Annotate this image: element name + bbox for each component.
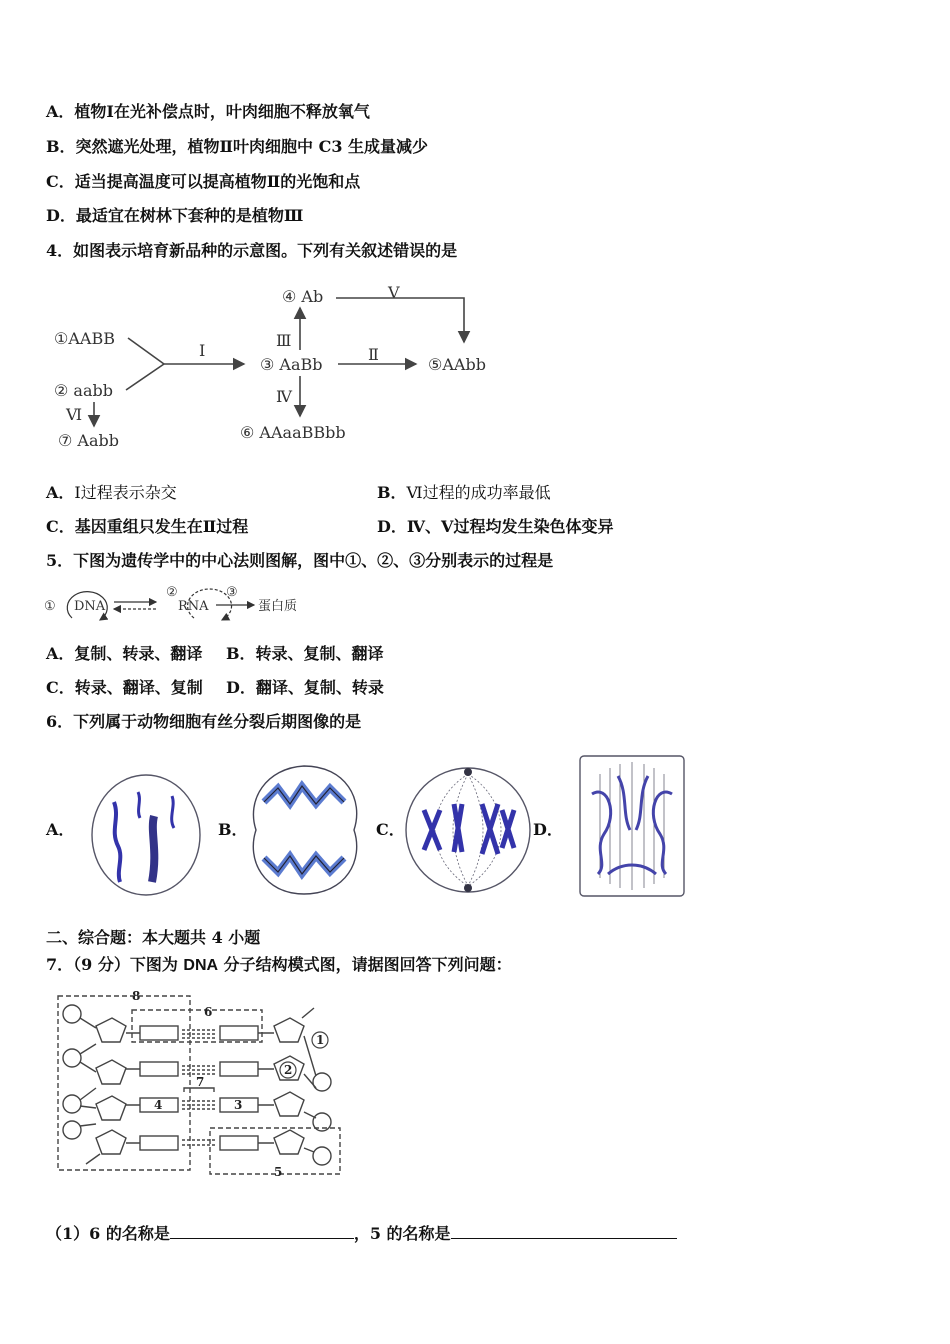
option-text: 转录、翻译、复制 — [74, 678, 203, 697]
option-letter: C． — [46, 517, 75, 536]
option-letter: A． — [46, 483, 75, 502]
q3-option-d — [46, 206, 303, 226]
process-label-5: Ⅴ — [388, 283, 400, 302]
option-text: Ⅰ过程表示杂交 — [74, 483, 177, 502]
genotype-aabb-pure: ⑤AAbb — [428, 355, 486, 374]
q4-option-b — [377, 483, 551, 503]
option-letter: B． — [226, 644, 256, 663]
cell-image-a — [88, 770, 208, 900]
label-1: 1 — [316, 1033, 325, 1047]
option-text: 最适宜在树林下套种的是植物Ⅲ — [75, 206, 304, 225]
option-letter: D． — [226, 678, 256, 697]
q3-option-b — [46, 137, 428, 157]
rna-label: RNA — [178, 599, 209, 614]
option-text: 植物Ⅰ在光补偿点时，叶肉细胞不释放氧气 — [74, 102, 370, 121]
cell-image-b — [246, 760, 366, 900]
genotype-aabb-recessive: ② aabb — [54, 381, 113, 400]
genotype-aabb-f1: ③ AaBb — [260, 355, 323, 374]
q4-option-d — [377, 517, 613, 537]
option-letter: D． — [46, 206, 76, 225]
q3-option-c — [46, 172, 360, 192]
q5-stem: 5．下图为遗传学中的中心法则图解，图中①、②、③分别表示的过程是 — [46, 551, 554, 570]
answer-blank-5[interactable] — [451, 1222, 677, 1239]
option-text: 适当提高温度可以提高植物Ⅱ的光饱和点 — [74, 172, 361, 191]
marker-1: ① — [44, 599, 56, 614]
q5-option-c — [46, 678, 203, 698]
q6-stem: 6．下列属于动物细胞有丝分裂后期图像的是 — [46, 712, 362, 731]
answer-blank-6[interactable] — [170, 1222, 354, 1239]
q5-option-a — [46, 644, 202, 664]
marker-3: ③ — [226, 585, 238, 600]
genotype-aabb-parent: ①AABB — [54, 329, 115, 348]
q7-stem-prefix: 7．（9 分）下图为 — [46, 955, 184, 974]
option-letter: B． — [377, 483, 407, 502]
protein-label: 蛋白质 — [258, 599, 298, 614]
q6-label-c: C． — [376, 820, 405, 839]
genotype-tetraploid: ⑥ AAaaBBbb — [240, 423, 346, 442]
q7-sub1-part-b: ，5 的名称是 — [353, 1224, 451, 1243]
option-text: 翻译、复制、转录 — [255, 678, 384, 697]
q7-stem-dna: DNA — [183, 957, 219, 974]
option-text: 突然遮光处理，植物Ⅱ叶肉细胞中 C3 生成量减少 — [75, 137, 429, 156]
q4-stem: 4．如图表示培育新品种的示意图。下列有关叙述错误的是 — [46, 241, 458, 260]
q4-option-c — [46, 517, 248, 537]
q5-option-b — [226, 644, 384, 664]
genotype-ab-haploid: ④ Ab — [282, 287, 324, 306]
genotype-aabb-mutant: ⑦ Aabb — [58, 431, 120, 450]
label-8: 8 — [132, 989, 141, 1003]
option-text: Ⅳ、Ⅴ过程均发生染色体变异 — [406, 517, 614, 536]
process-label-6: Ⅵ — [66, 405, 83, 424]
cell-image-d — [578, 754, 686, 898]
q5-option-d — [226, 678, 384, 698]
option-letter: C． — [46, 678, 75, 697]
dna-structure-diagram — [52, 988, 348, 1178]
cross-line-top — [128, 338, 164, 364]
label-6: 6 — [204, 1005, 213, 1019]
q7-stem-suffix: 分子结构模式图，请据图回答下列问题： — [218, 955, 512, 974]
dna-label: DNA — [74, 599, 106, 614]
cell-image-c — [404, 762, 534, 898]
label-4: 4 — [154, 1098, 163, 1112]
label-3: 3 — [234, 1098, 243, 1112]
process-label-2: Ⅱ — [368, 345, 379, 364]
q6-label-d: D． — [533, 820, 563, 839]
option-text: 基因重组只发生在Ⅱ过程 — [74, 517, 249, 536]
option-letter: C． — [46, 172, 75, 191]
q7-stem — [46, 955, 512, 976]
section-2-heading: 二、综合题：本大题共 4 小题 — [46, 928, 261, 947]
q4-option-a — [46, 483, 177, 503]
central-dogma-diagram — [44, 582, 324, 626]
q6-label-a: A． — [46, 820, 75, 839]
option-text: 转录、复制、翻译 — [255, 644, 384, 663]
q7-sub1-part-a: （1）6 的名称是 — [46, 1224, 170, 1243]
option-text: Ⅵ过程的成功率最低 — [406, 483, 551, 502]
q7-subquestion-1 — [46, 1222, 677, 1244]
option-text: 复制、转录、翻译 — [74, 644, 203, 663]
process-label-1: Ⅰ — [199, 341, 206, 360]
arrow-process-5 — [336, 298, 464, 342]
option-letter: A． — [46, 102, 75, 121]
q6-label-b: B． — [218, 820, 248, 839]
marker-2: ② — [166, 585, 178, 600]
breeding-diagram — [46, 278, 516, 458]
label-5: 5 — [274, 1165, 283, 1178]
label-2: 2 — [284, 1063, 293, 1077]
process-label-4: Ⅳ — [276, 387, 292, 406]
cross-line-bottom — [126, 364, 164, 390]
q3-option-a — [46, 102, 370, 122]
label-7: 7 — [196, 1075, 205, 1089]
option-letter: A． — [46, 644, 75, 663]
option-letter: D． — [377, 517, 407, 536]
option-letter: B． — [46, 137, 76, 156]
process-label-3: Ⅲ — [276, 331, 292, 350]
